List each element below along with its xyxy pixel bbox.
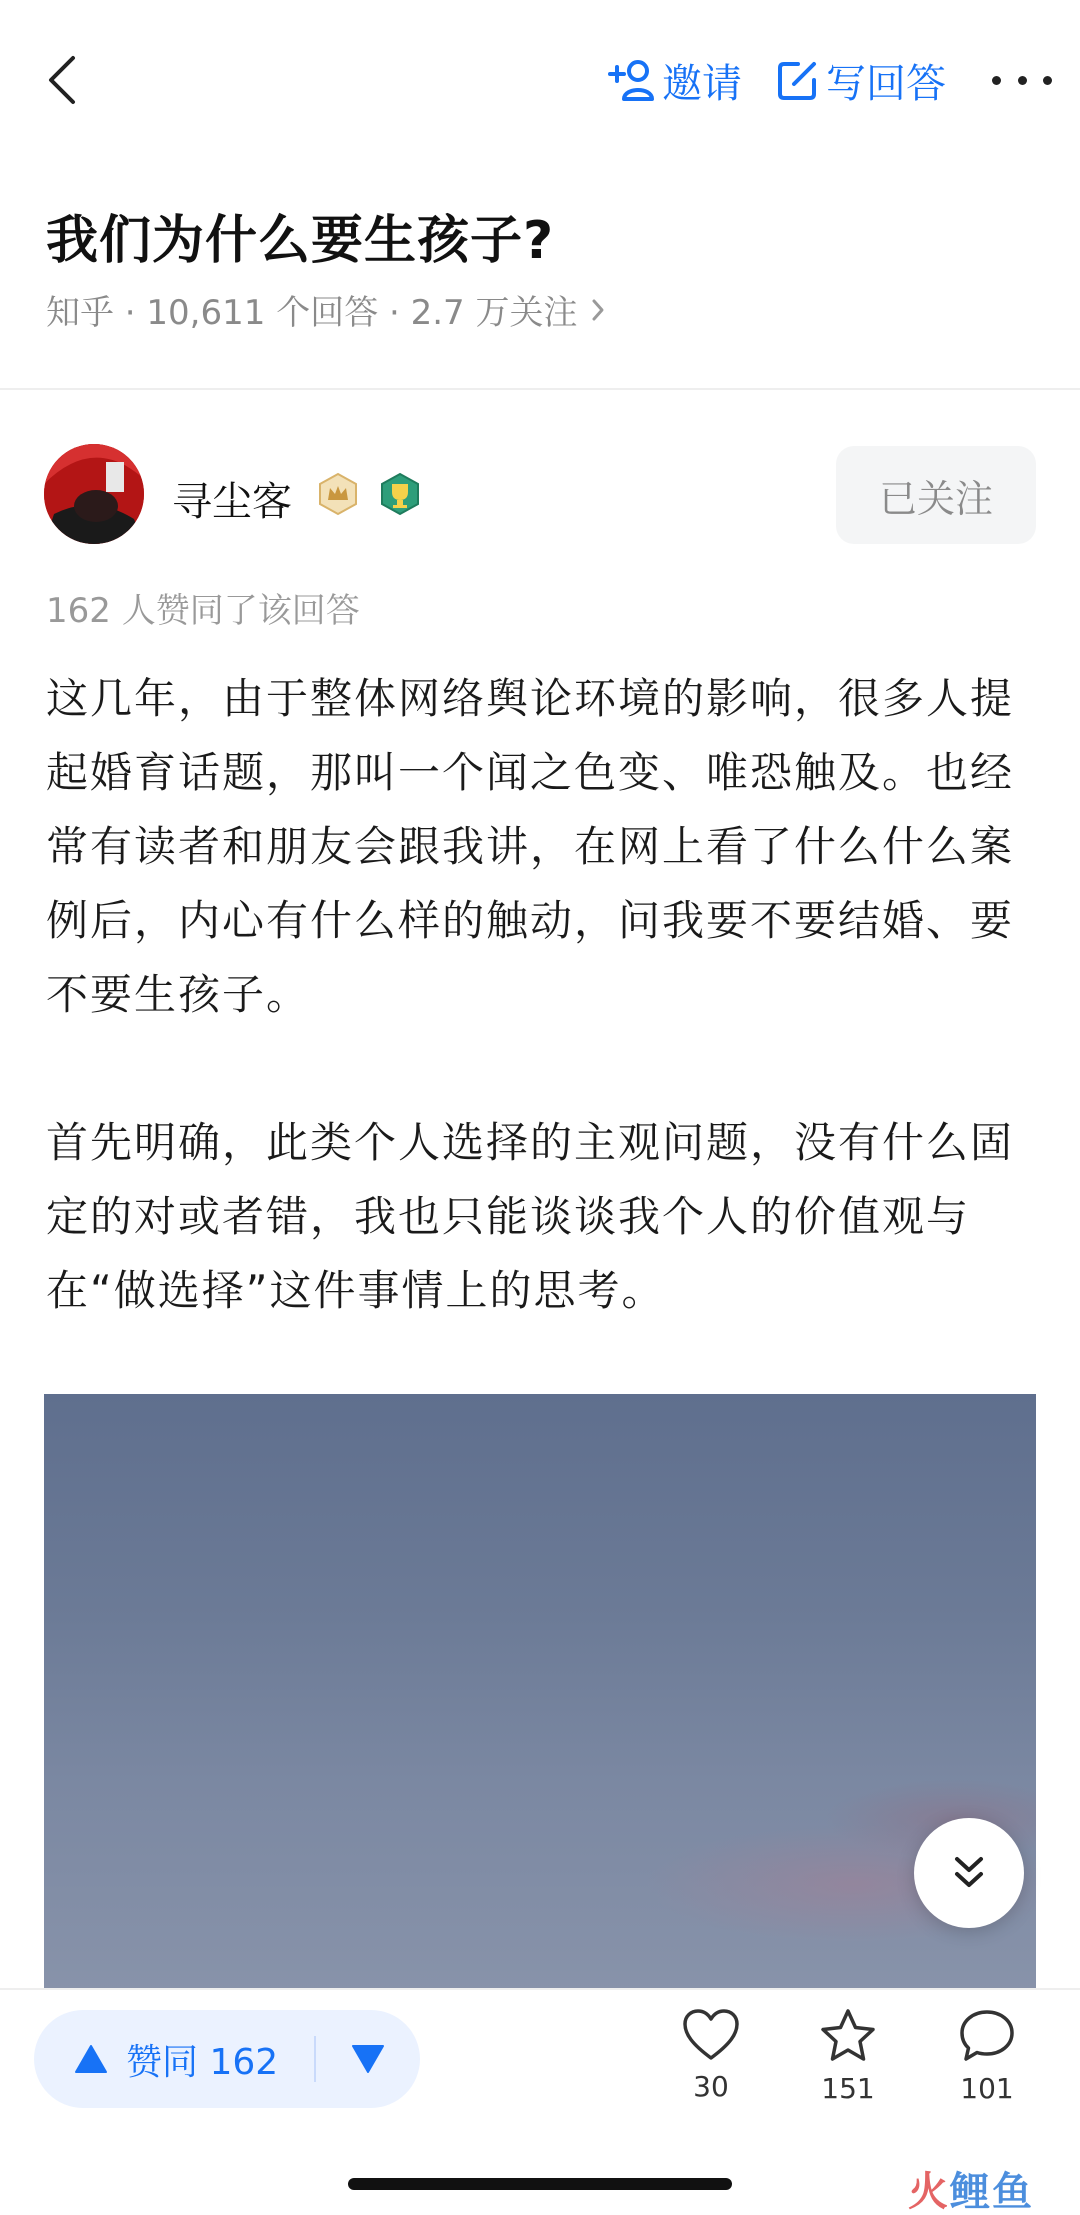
like-button[interactable] [656, 2008, 766, 2103]
more-icon[interactable] [992, 60, 1052, 100]
watermark-part2: 鲤鱼 [950, 2169, 1034, 2215]
more-dot [1043, 76, 1052, 85]
answer-paragraph: 这几年，由于整体网络舆论环境的影响，很多人提起婚育话题，那叫一个闻之色变、唯恐触及。也经常有读者和朋友会跟我讲，在网上看了什么什么案例后，内心有什么样的触动，问我要不要结婚、要不要生孩子。 [46, 674, 1015, 1019]
star-icon [819, 2008, 877, 2064]
question-meta-text: 知乎 · 10,611 个回答 · 2.7 万关注 [46, 293, 578, 333]
follow-button[interactable]: 已关注 [836, 446, 1036, 544]
answer-image[interactable] [44, 1394, 1036, 1994]
comment-count: 101 [960, 2072, 1014, 2105]
comment-button[interactable] [932, 2008, 1042, 2105]
favorite-button[interactable] [793, 2008, 903, 2105]
divider [0, 388, 1080, 390]
invite-button[interactable] [606, 52, 742, 109]
back-button[interactable] [36, 42, 88, 118]
avatar-image [44, 444, 144, 544]
double-chevron-down-icon [952, 1854, 986, 1892]
answer-paragraph: 首先明确，此类个人选择的主观问题，没有什么固定的对或者错，我也只能谈谈我个人的价值观与在“做选择”这件事情上的思考。 [46, 1118, 1015, 1315]
avatar[interactable] [44, 444, 144, 544]
write-answer-label: 写回答 [826, 60, 946, 107]
heart-icon [682, 2008, 740, 2062]
upvote-button[interactable] [34, 2010, 314, 2108]
favorite-count: 151 [821, 2072, 875, 2105]
watermark-logo [908, 2160, 1034, 2215]
more-dot [1018, 76, 1027, 85]
upvote-triangle-icon [74, 2044, 108, 2074]
edit-icon [776, 58, 820, 102]
like-count: 30 [693, 2070, 729, 2103]
chevron-right-icon [590, 297, 606, 323]
top-actions [572, 44, 1052, 116]
top-bar [0, 0, 1080, 160]
more-dot [992, 76, 1001, 85]
trophy-badge-icon[interactable] [378, 472, 422, 516]
author-name[interactable]: 寻尘客 [172, 479, 292, 525]
invite-label: 邀请 [662, 60, 742, 107]
question-meta[interactable] [46, 285, 606, 334]
downvote-button[interactable] [316, 2010, 420, 2108]
scroll-down-button[interactable] [914, 1818, 1024, 1928]
home-indicator[interactable] [348, 2178, 732, 2190]
crown-badge-icon[interactable] [316, 472, 360, 516]
back-arrow-icon [47, 54, 77, 106]
comment-icon [958, 2008, 1016, 2064]
question-title[interactable]: 我们为什么要生孩子? [46, 211, 555, 271]
add-user-icon [606, 58, 656, 102]
vote-pill [34, 2010, 420, 2108]
agree-count-text: 162 人赞同了该回答 [46, 591, 360, 631]
downvote-triangle-icon [351, 2044, 385, 2074]
watermark-part1: 火 [908, 2169, 950, 2215]
upvote-label: 赞同 162 [126, 2041, 279, 2083]
write-answer-button[interactable] [776, 52, 946, 109]
